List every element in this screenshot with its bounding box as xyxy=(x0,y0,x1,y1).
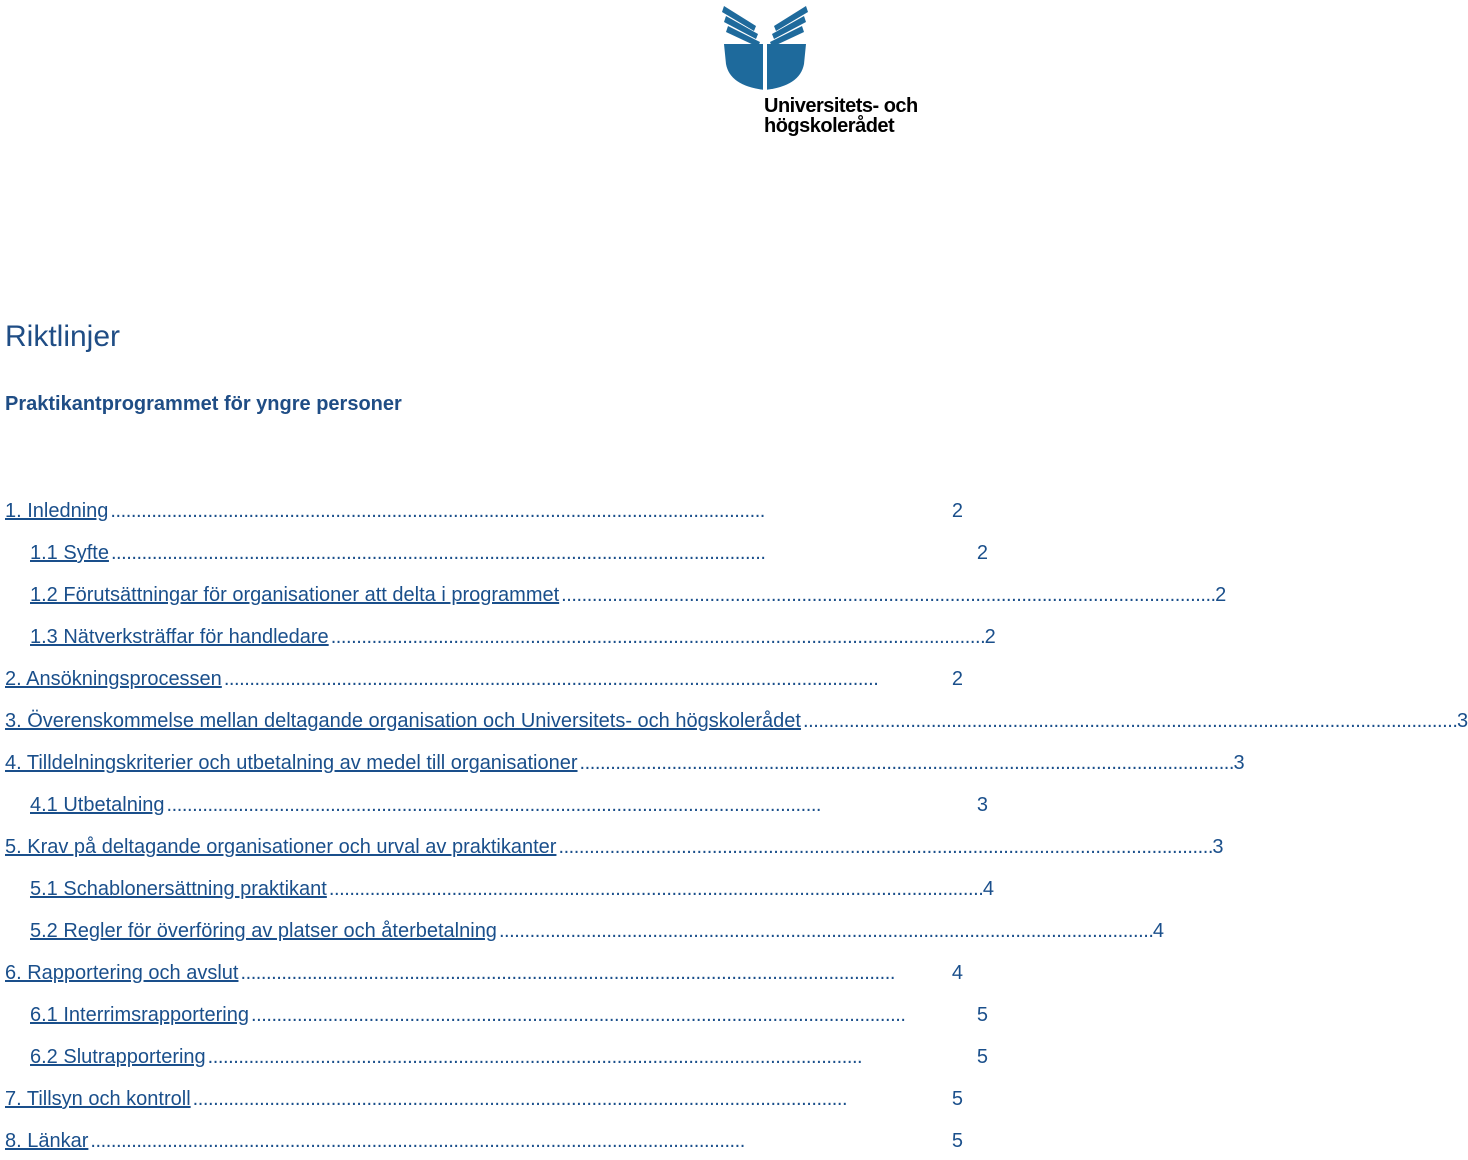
toc-entry-link[interactable]: 6. Rapportering och avslut xyxy=(5,962,239,984)
toc-page-number: 3 xyxy=(1456,710,1468,732)
toc-dot-leader xyxy=(90,1130,947,1153)
toc-entry[interactable] xyxy=(0,1004,990,1034)
toc-entry[interactable] xyxy=(0,710,1468,740)
toc-dot-leader xyxy=(331,626,983,649)
toc-page-number: 3 xyxy=(976,794,988,816)
uhr-emblem-icon xyxy=(720,4,820,96)
toc-entry-link[interactable]: 5. Krav på deltagande organisationer och urval av praktikanter xyxy=(5,836,557,858)
toc-entry-link[interactable]: 1.1 Syfte xyxy=(30,542,109,564)
toc-entry[interactable] xyxy=(0,626,996,656)
toc-entry[interactable] xyxy=(0,542,990,572)
toc-entry-link[interactable]: 5.2 Regler för överföring av platser och återbetalning xyxy=(30,920,497,942)
toc-entry[interactable] xyxy=(0,584,1227,614)
toc-page-number: 2 xyxy=(1215,584,1227,606)
toc-entry[interactable] xyxy=(0,500,965,530)
toc-dot-leader xyxy=(580,752,1232,775)
page-subtitle: Praktikantprogrammet för yngre personer xyxy=(5,393,402,415)
toc-page-number: 5 xyxy=(951,1088,963,1110)
toc-entry-link[interactable]: 8. Länkar xyxy=(5,1130,89,1152)
toc-dot-leader xyxy=(240,962,947,985)
uhr-logo xyxy=(720,4,950,144)
toc-dot-leader xyxy=(208,1046,972,1069)
toc-entry[interactable] xyxy=(0,1088,965,1118)
logo-line-2: högskolerådet xyxy=(764,115,895,137)
logo-text xyxy=(764,96,964,136)
toc-entry-link[interactable]: 2. Ansökningsprocessen xyxy=(5,668,222,690)
toc-entry-link[interactable]: 6.1 Interrimsrapportering xyxy=(30,1004,249,1026)
toc-dot-leader xyxy=(561,584,1213,607)
page-title: Riktlinjer xyxy=(5,320,121,353)
toc-entry[interactable] xyxy=(0,752,1245,782)
toc-dot-leader xyxy=(110,500,947,523)
toc-dot-leader xyxy=(251,1004,972,1027)
toc-entry-link[interactable]: 3. Överenskommelse mellan deltagande organisation och Universitets- och högskolerådet xyxy=(5,710,801,732)
toc-entry[interactable] xyxy=(0,920,1165,950)
toc-entry[interactable] xyxy=(0,836,1224,866)
toc-entry[interactable] xyxy=(0,962,965,992)
toc-page-number: 5 xyxy=(976,1046,988,1068)
toc-page-number: 3 xyxy=(1233,752,1245,774)
toc-page-number: 5 xyxy=(976,1004,988,1026)
toc-entry-link[interactable]: 1.3 Nätverksträffar för handledare xyxy=(30,626,329,648)
toc-dot-leader xyxy=(499,920,1151,943)
toc-entry-link[interactable]: 1. Inledning xyxy=(5,500,109,522)
toc-dot-leader xyxy=(224,668,947,691)
toc-dot-leader xyxy=(193,1088,947,1111)
toc-page-number: 4 xyxy=(1152,920,1165,942)
toc-entry[interactable] xyxy=(0,1046,990,1076)
toc-page-number: 2 xyxy=(976,542,988,564)
logo-line-1: Universitets- och xyxy=(764,95,918,117)
toc-page-number: 4 xyxy=(951,962,963,984)
toc-entry[interactable] xyxy=(0,668,965,698)
toc-page-number: 2 xyxy=(951,500,963,522)
toc-entry[interactable] xyxy=(0,1130,965,1160)
toc-page-number: 4 xyxy=(982,878,994,900)
toc-entry-link[interactable]: 6.2 Slutrapportering xyxy=(30,1046,206,1068)
toc-entry[interactable] xyxy=(0,794,990,824)
toc-page-number: 2 xyxy=(984,626,996,648)
toc-dot-leader xyxy=(803,710,1455,733)
toc-entry[interactable] xyxy=(0,878,994,908)
toc-page-number: 3 xyxy=(1212,836,1224,858)
toc-dot-leader xyxy=(329,878,981,901)
toc-entry-link[interactable]: 5.1 Schablonersättning praktikant xyxy=(30,878,327,900)
toc-dot-leader xyxy=(111,542,972,565)
toc-entry-link[interactable]: 1.2 Förutsättningar för organisationer att delta i programmet xyxy=(30,584,560,606)
toc-page-number: 2 xyxy=(951,668,963,690)
toc-page-number: 5 xyxy=(951,1130,963,1152)
toc-entry-link[interactable]: 4. Tilldelningskriterier och utbetalning av medel till organisationer xyxy=(5,752,578,774)
toc-dot-leader xyxy=(167,794,972,817)
toc-entry-link[interactable]: 4.1 Utbetalning xyxy=(30,794,165,816)
toc-dot-leader xyxy=(558,836,1210,859)
toc-entry-link[interactable]: 7. Tillsyn och kontroll xyxy=(5,1088,191,1110)
